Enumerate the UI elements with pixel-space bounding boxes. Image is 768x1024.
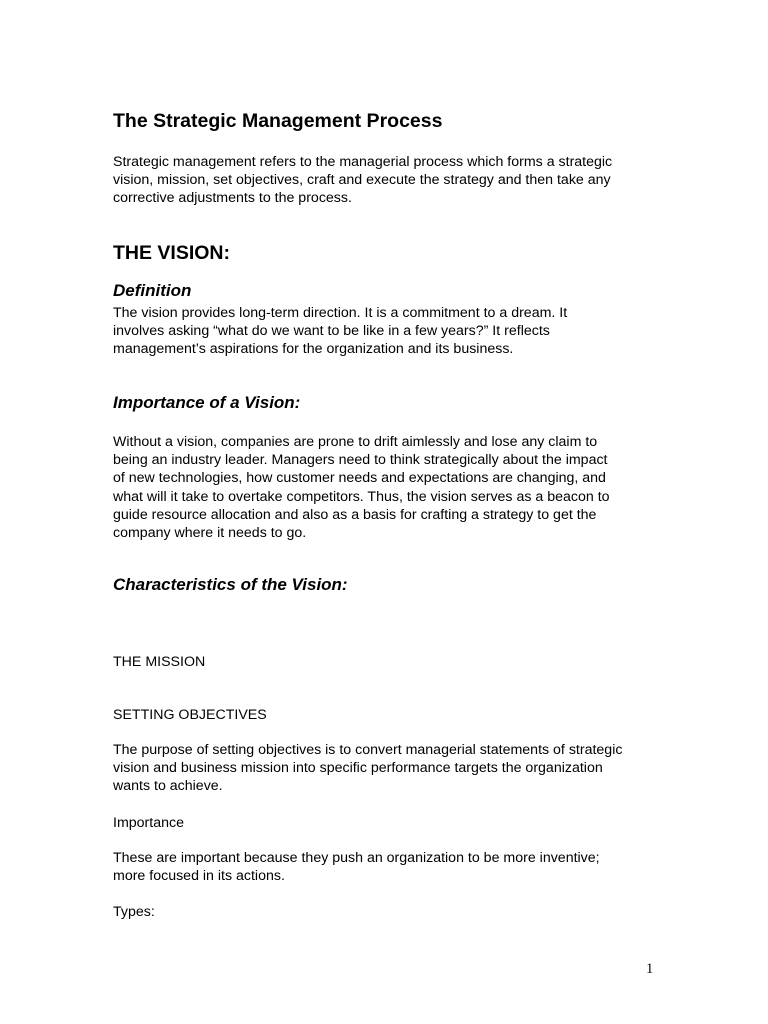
- mission-heading: THE MISSION: [113, 654, 206, 670]
- importance-of-vision-paragraph: [113, 433, 673, 542]
- definition-heading: Definition: [113, 281, 192, 300]
- importance-of-vision-heading: Importance of a Vision:: [113, 393, 301, 412]
- objectives-importance-paragraph: [113, 849, 673, 885]
- intro-line: corrective adjustments to the process.: [113, 190, 352, 207]
- vision-heading: THE VISION:: [113, 242, 231, 264]
- importance-line: of new technologies, how customer needs and expectations are changing, and: [113, 470, 606, 487]
- intro-line: vision, mission, set objectives, craft and execute the strategy and then take any: [113, 172, 611, 189]
- definition-line: The vision provides long-term direction. It is a commitment to a dream. It: [113, 305, 568, 321]
- intro-paragraph: [113, 153, 673, 208]
- objectives-importance-line: These are important because they push an organization to be more inventive;: [113, 850, 600, 866]
- importance-line: being an industry leader. Managers need to think strategically about the impact: [113, 452, 608, 469]
- intro-line: Strategic management refers to the managerial process which forms a strategic: [113, 154, 613, 170]
- setting-objectives-heading: SETTING OBJECTIVES: [113, 707, 267, 723]
- definition-line: involves asking “what do we want to be like in a few years?” It reflects: [113, 323, 550, 340]
- definition-paragraph: [113, 304, 673, 359]
- purpose-line: wants to achieve.: [113, 778, 223, 795]
- importance-line: what will it take to overtake competitors. Thus, the vision serves as a beacon to: [113, 488, 610, 505]
- importance-line: company where it needs to go.: [113, 525, 307, 542]
- characteristics-heading: Characteristics of the Vision:: [113, 575, 348, 594]
- purpose-line: vision and business mission into specific performance targets the organization: [113, 760, 603, 777]
- objectives-importance-label: Importance: [113, 815, 184, 831]
- objectives-purpose-paragraph: [113, 741, 673, 796]
- importance-line: Without a vision, companies are prone to drift aimlessly and lose any claim to: [113, 434, 598, 450]
- types-label: Types:: [113, 904, 155, 920]
- document-title: The Strategic Management Process: [113, 110, 443, 132]
- objectives-importance-line: more focused in its actions.: [113, 868, 285, 885]
- importance-line: guide resource allocation and also as a basis for crafting a strategy to get the: [113, 506, 597, 523]
- page-number: 1: [646, 961, 654, 977]
- purpose-line: The purpose of setting objectives is to convert managerial statements of strategic: [113, 742, 623, 758]
- definition-line: management’s aspirations for the organization and its business.: [113, 341, 514, 358]
